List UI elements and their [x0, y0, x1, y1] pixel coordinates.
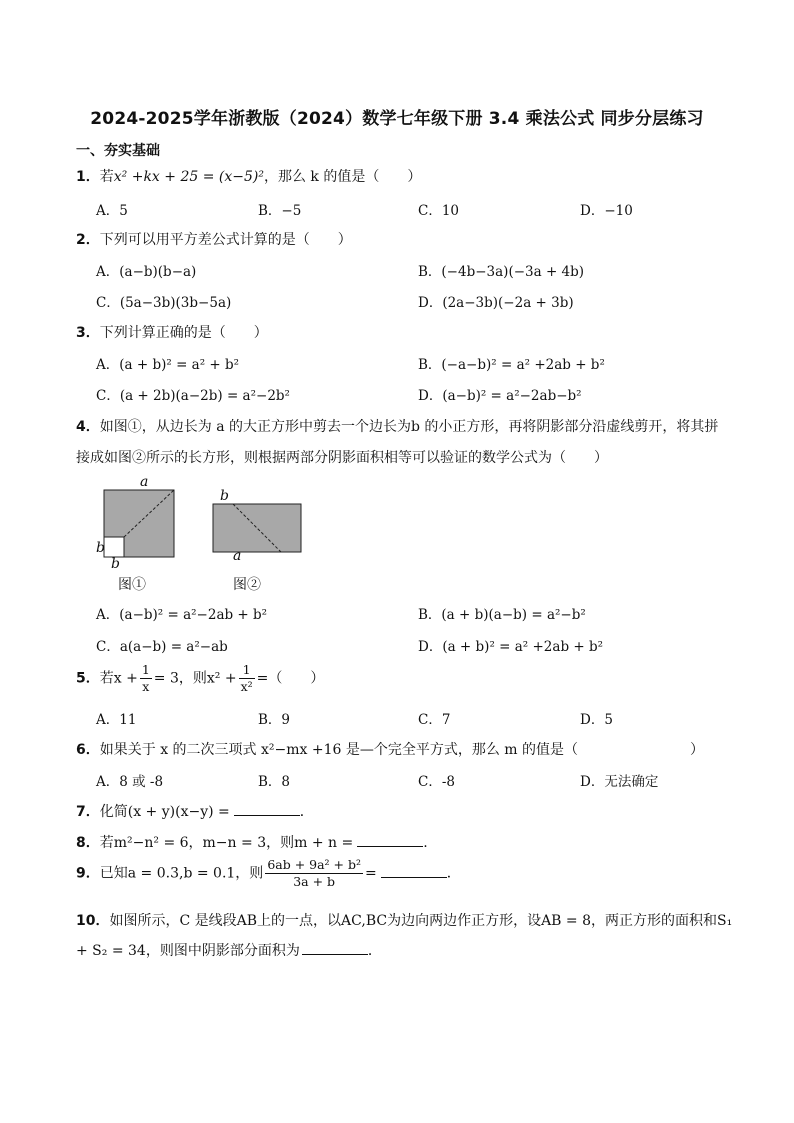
option-b: B．(−4b−3a)(−3a + 4b) — [418, 264, 585, 280]
question-text: ． — [299, 804, 314, 820]
option-a: A．8 或 -8 — [96, 774, 164, 790]
question-1 — [76, 166, 421, 186]
fig2-label-a: a — [233, 548, 242, 564]
small-square — [104, 537, 124, 557]
section-heading: 一、夯实基础 — [76, 143, 160, 159]
question-text: + S₂ = 34，则图中阴影部分面积为 — [76, 943, 300, 959]
denominator: x² — [240, 679, 253, 694]
question-number: 7． — [76, 804, 100, 820]
question-text: = 3，则x² + — [153, 670, 237, 687]
question-text: =（ ） — [256, 670, 325, 687]
option-c: C．(5a−3b)(3b−5a) — [96, 295, 232, 311]
question-text: 若m²−n² = 6，m−n = 3，则m + n = — [99, 835, 354, 851]
rectangle — [213, 504, 301, 552]
question-text: 若 — [99, 169, 114, 185]
question-text: 如图所示，C 是线段AB上的一点，以AC,BC为边向两边作正方形，设AB = 8，两正方形的面积和S₁ — [109, 913, 733, 929]
question-number: 3． — [76, 325, 100, 341]
question-text: ，那么 k 的值是（ ） — [263, 169, 422, 185]
question-text: 已知a = 0.3,b = 0.1，则 — [99, 865, 264, 882]
option-d: D．无法确定 — [580, 774, 659, 790]
option-b: B．(−a−b)² = a² +2ab + b² — [418, 357, 605, 373]
question-5 — [76, 662, 324, 695]
question-7 — [76, 801, 314, 821]
fig1-label-b-bottom: b — [111, 556, 120, 572]
option-a: A．(a−b)² = a²−2ab + b² — [96, 607, 268, 623]
option-b: B．−5 — [258, 203, 302, 219]
question-text: 若x + — [99, 670, 138, 687]
fig2-label-b: b — [220, 488, 229, 504]
question-text: 下列计算正确的是（ ） — [99, 325, 268, 341]
question-text: = — [365, 865, 377, 882]
question-3 — [76, 322, 268, 342]
fraction — [239, 662, 255, 695]
question-text: . — [423, 835, 428, 851]
answer-blank[interactable] — [357, 832, 423, 847]
option-d: D．−10 — [580, 203, 633, 219]
option-a: A．11 — [96, 712, 137, 728]
question-number: 1． — [76, 169, 100, 185]
option-b: B．9 — [258, 712, 291, 728]
question-text: ． — [367, 943, 382, 959]
question-2 — [76, 229, 352, 249]
question-text: 化简(x + y)(x−y) = — [99, 804, 230, 820]
question-number: 4． — [76, 419, 100, 435]
option-d: D．5 — [580, 712, 613, 728]
question-number: 5． — [76, 670, 100, 687]
math-expression: x² +kx + 25 = (x−5)² — [113, 169, 264, 185]
denominator: 3a + b — [293, 874, 336, 889]
numerator: 1 — [141, 662, 150, 677]
fraction — [265, 857, 363, 890]
numerator: 6ab + 9a² + b² — [267, 857, 361, 872]
question-10-line-1 — [76, 910, 732, 930]
fraction — [140, 662, 152, 695]
denominator: x — [142, 679, 150, 694]
question-10-line-2 — [76, 940, 382, 960]
numerator: 1 — [239, 662, 255, 679]
answer-blank[interactable] — [234, 801, 300, 816]
question-number: 8． — [76, 835, 100, 851]
option-c: C．7 — [418, 712, 451, 728]
option-c: C．-8 — [418, 774, 455, 790]
option-d: D．(a−b)² = a²−2ab−b² — [418, 388, 582, 404]
option-a: A．(a + b)² = a² + b² — [96, 357, 240, 373]
option-d: D．(2a−3b)(−2a + 3b) — [418, 295, 574, 311]
option-c: C．(a + 2b)(a−2b) = a²−2b² — [96, 388, 290, 404]
question-8 — [76, 832, 428, 852]
option-a: A．(a−b)(b−a) — [96, 264, 197, 280]
option-c: C．10 — [418, 203, 460, 219]
question-4-line-2: 接成如图②所示的长方形，则根据两部分阴影面积相等可以验证的数学公式为（ ） — [76, 450, 608, 466]
option-b: B．(a + b)(a−b) = a²−b² — [418, 607, 586, 623]
question-number: 6． — [76, 742, 100, 758]
question-text: ． — [446, 865, 461, 882]
question-9 — [76, 857, 461, 890]
question-text: 下列可以用平方差公式计算的是（ ） — [99, 232, 352, 248]
option-d: D．(a + b)² = a² +2ab + b² — [418, 639, 604, 655]
fig2-caption: 图② — [233, 577, 261, 593]
question-number: 2． — [76, 232, 100, 248]
question-number: 9． — [76, 865, 100, 882]
option-a: A．5 — [96, 203, 128, 219]
fig1-caption: 图① — [118, 577, 146, 593]
answer-blank[interactable] — [381, 863, 447, 878]
question-4-line-1 — [76, 416, 718, 436]
fig1-label-a: a — [140, 474, 149, 490]
question-text: 如图①，从边长为 a 的大正方形中剪去一个边长为b 的小正方形，再将阴影部分沿虚线剪开，将其拼 — [99, 419, 719, 435]
option-b: B．8 — [258, 774, 291, 790]
question-number: 10． — [76, 913, 110, 929]
question-text: 如果关于 x 的二次三项式 x²−mx +16 是—个完全平方式，那么 m 的值是（ ） — [99, 742, 705, 758]
page-title: 2024-2025学年浙教版（2024）数学七年级下册 3.4 乘法公式 同步分层练习 — [90, 109, 704, 129]
answer-blank[interactable] — [302, 940, 368, 955]
fig1-label-b-left: b — [96, 540, 105, 556]
question-6 — [76, 739, 704, 759]
option-c: C．a(a−b) = a²−ab — [96, 639, 228, 655]
